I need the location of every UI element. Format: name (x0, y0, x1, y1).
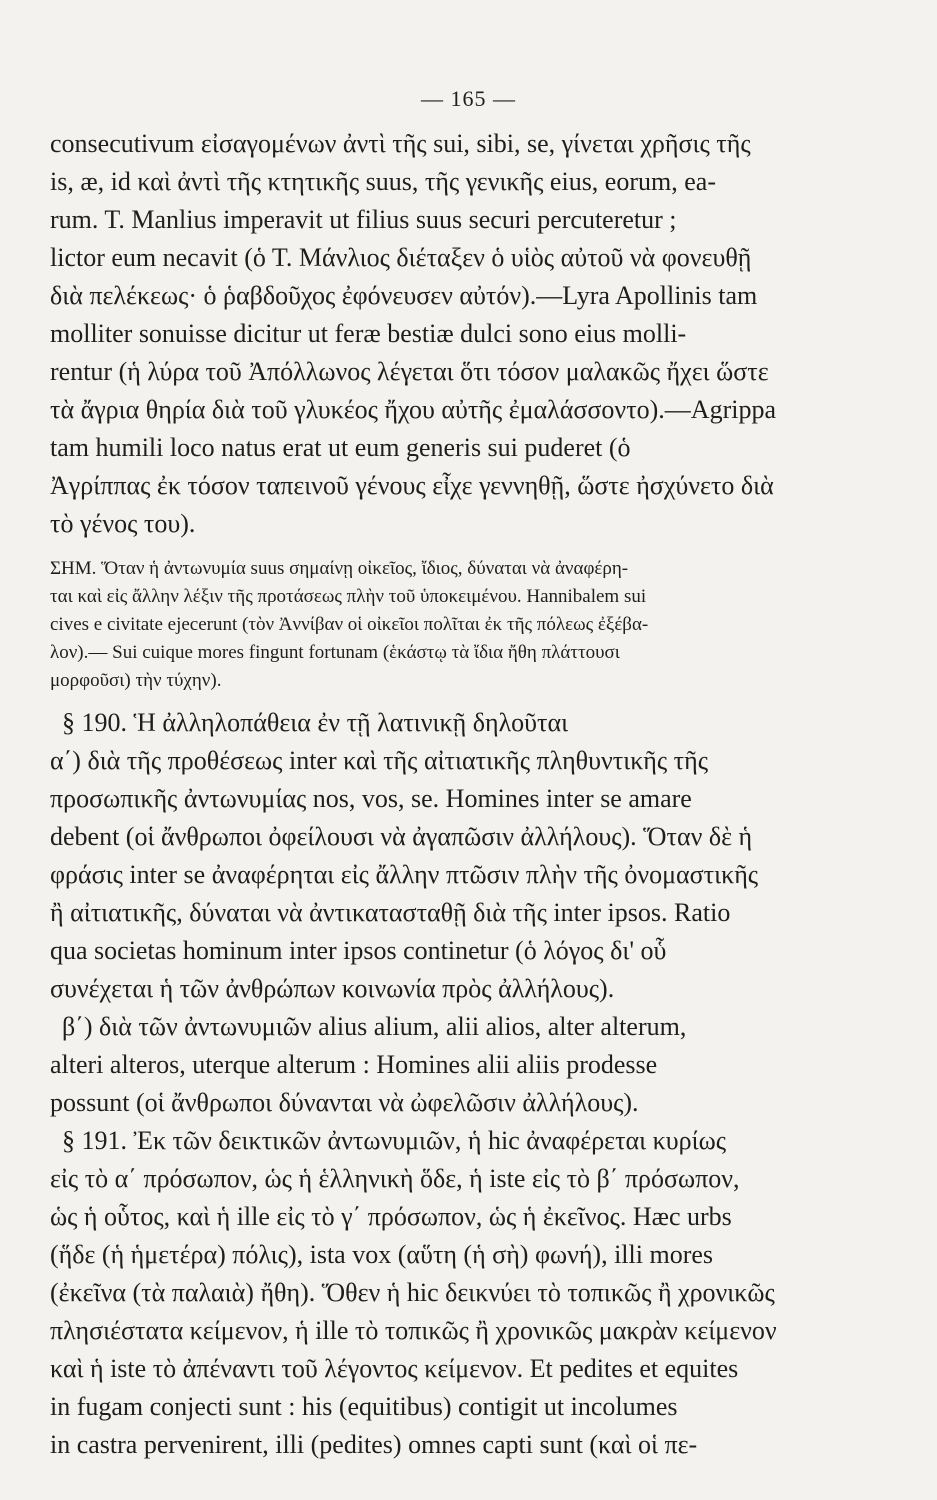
text-line: consecutivum εἰσαγομένων ἀντὶ τῆς sui, sibi, se, γίνεται χρῆσις τῆς (50, 129, 751, 158)
text-line: πλησιέστατα κείμενον, ἡ ille τὸ τοπικῶς ἢ χρονικῶς μακρὰν κείμενον (50, 1316, 777, 1345)
note-line: ται καὶ εἰς ἄλλην λέξιν τῆς προτάσεως πλὴν τοῦ ὑποκειμένου. Hannibalem sui (50, 586, 647, 607)
text-line: καὶ ἡ iste τὸ ἀπέναντι τοῦ λέγοντος κείμενον. Et pedites et equites (50, 1354, 739, 1383)
text-line: β΄) διὰ τῶν ἀντωνυμιῶν alius alium, alii alios, alter alterum, (62, 1012, 687, 1041)
note-line: ΣΗΜ. Ὅταν ἡ ἀντωνυμία suus σημαίνῃ οἰκεῖος, ἴδιος, δύναται νὰ ἀναφέρη- (50, 558, 629, 579)
text-line: α΄) διὰ τῆς προθέσεως inter καὶ τῆς αἰτιατικῆς πληθυντικῆς τῆς (50, 746, 709, 775)
text-line: possunt (οἱ ἄνθρωποι δύνανται νὰ ὠφελῶσιν ἀλλήλους). (50, 1088, 639, 1117)
text-line: Ἀγρίππας ἐκ τόσον ταπεινοῦ γένους εἶχε γεννηθῇ, ὥστε ἠσχύνετο διὰ (50, 471, 774, 500)
text-line: εἰς τὸ α΄ πρόσωπον, ὡς ἡ ἑλληνικὴ ὅδε, ἡ iste εἰς τὸ β΄ πρόσωπον, (50, 1164, 740, 1193)
section-heading: § 191. Ἐκ τῶν δεικτικῶν ἀντωνυμιῶν, ἡ hic ἀναφέρεται κυρίως (62, 1126, 727, 1155)
text-line: (ἥδε (ἡ ἡμετέρα) πόλις), ista vox (αὕτη (ἡ σὴ) φωνή), illi mores (50, 1240, 714, 1269)
text-line: in castra pervenirent, illi (pedites) omnes capti sunt (καὶ οἱ πε- (50, 1430, 698, 1459)
text-line: φράσις inter se ἀναφέρηται εἰς ἄλλην πτῶσιν πλὴν τῆς ὀνομαστικῆς (50, 860, 759, 889)
text-line: προσωπικῆς ἀντωνυμίας nos, vos, se. Homines inter se amare (50, 784, 692, 813)
text-line: (ἐκεῖνα (τὰ παλαιὰ) ἤθη). Ὅθεν ἡ hic δεικνύει τὸ τοπικῶς ἢ χρονικῶς (50, 1278, 775, 1307)
text-line: alteri alteros, uterque alterum : Homines alii aliis prodesse (50, 1050, 658, 1079)
text-line: molliter sonuisse dicitur ut feræ bestiæ dulci sono eius molli- (50, 319, 687, 348)
note-line: μορφοῦσι) τὴν τύχην). (50, 670, 222, 691)
text-line: qua societas hominum inter ipsos continetur (ὁ λόγος δι' οὗ (50, 936, 667, 965)
text-line: συνέχεται ἡ τῶν ἀνθρώπων κοινωνία πρὸς ἀλλήλους). (50, 974, 615, 1003)
page-number: — 165 — (421, 86, 516, 111)
text-line: rentur (ἡ λύρα τοῦ Ἀπόλλωνος λέγεται ὅτι τόσον μαλακῶς ἤχει ὥστε (50, 357, 769, 386)
text-line: is, æ, id καὶ ἀντὶ τῆς κτητικῆς suus, τῆς γενικῆς eius, eorum, ea- (50, 167, 716, 196)
text-line: ὡς ἡ οὗτος, καὶ ἡ ille εἰς τὸ γ΄ πρόσωπον, ὡς ἡ ἐκεῖνος. Hæc urbs (50, 1202, 732, 1231)
section-heading: § 190. Ἡ ἀλληλοπάθεια ἐν τῇ λατινικῇ δηλοῦται (62, 708, 569, 737)
note-line: cives e civitate ejecerunt (τὸν Ἀννίβαν οἱ οἰκεῖοι πολῖται ἐκ τῆς πόλεως ἐξέβα- (50, 614, 649, 635)
note-line: λον).— Sui cuique mores fingunt fortunam (ἑκάστῳ τὰ ἴδια ἤθη πλάττουσι (50, 642, 620, 663)
text-line: τὸ γένος του). (50, 509, 196, 538)
text-line: in fugam conjecti sunt : his (equitibus) contigit ut incolumes (50, 1392, 678, 1421)
text-line: tam humili loco natus erat ut eum generis sui puderet (ὁ (50, 433, 631, 462)
text-line: ἢ αἰτιατικῆς, δύναται νὰ ἀντικατασταθῇ διὰ τῆς inter ipsos. Ratio (50, 898, 731, 927)
text-line: διὰ πελέκεως· ὁ ῥαβδοῦχος ἐφόνευσεν αὐτόν).—Lyra Apollinis tam (50, 281, 758, 310)
text-line: τὰ ἄγρια θηρία διὰ τοῦ γλυκέος ἤχου αὐτῆς ἐμαλάσσοντο).—Agrippa (50, 395, 776, 424)
text-line: rum. T. Manlius imperavit ut filius suus securi percuteretur ; (50, 205, 677, 234)
text-line: debent (οἱ ἄνθρωποι ὀφείλουσι νὰ ἀγαπῶσιν ἀλλήλους). Ὅταν δὲ ἡ (50, 822, 753, 851)
text-line: lictor eum necavit (ὁ Τ. Μάνλιος διέταξεν ὁ υἱὸς αὐτοῦ νὰ φονευθῇ (50, 243, 752, 272)
